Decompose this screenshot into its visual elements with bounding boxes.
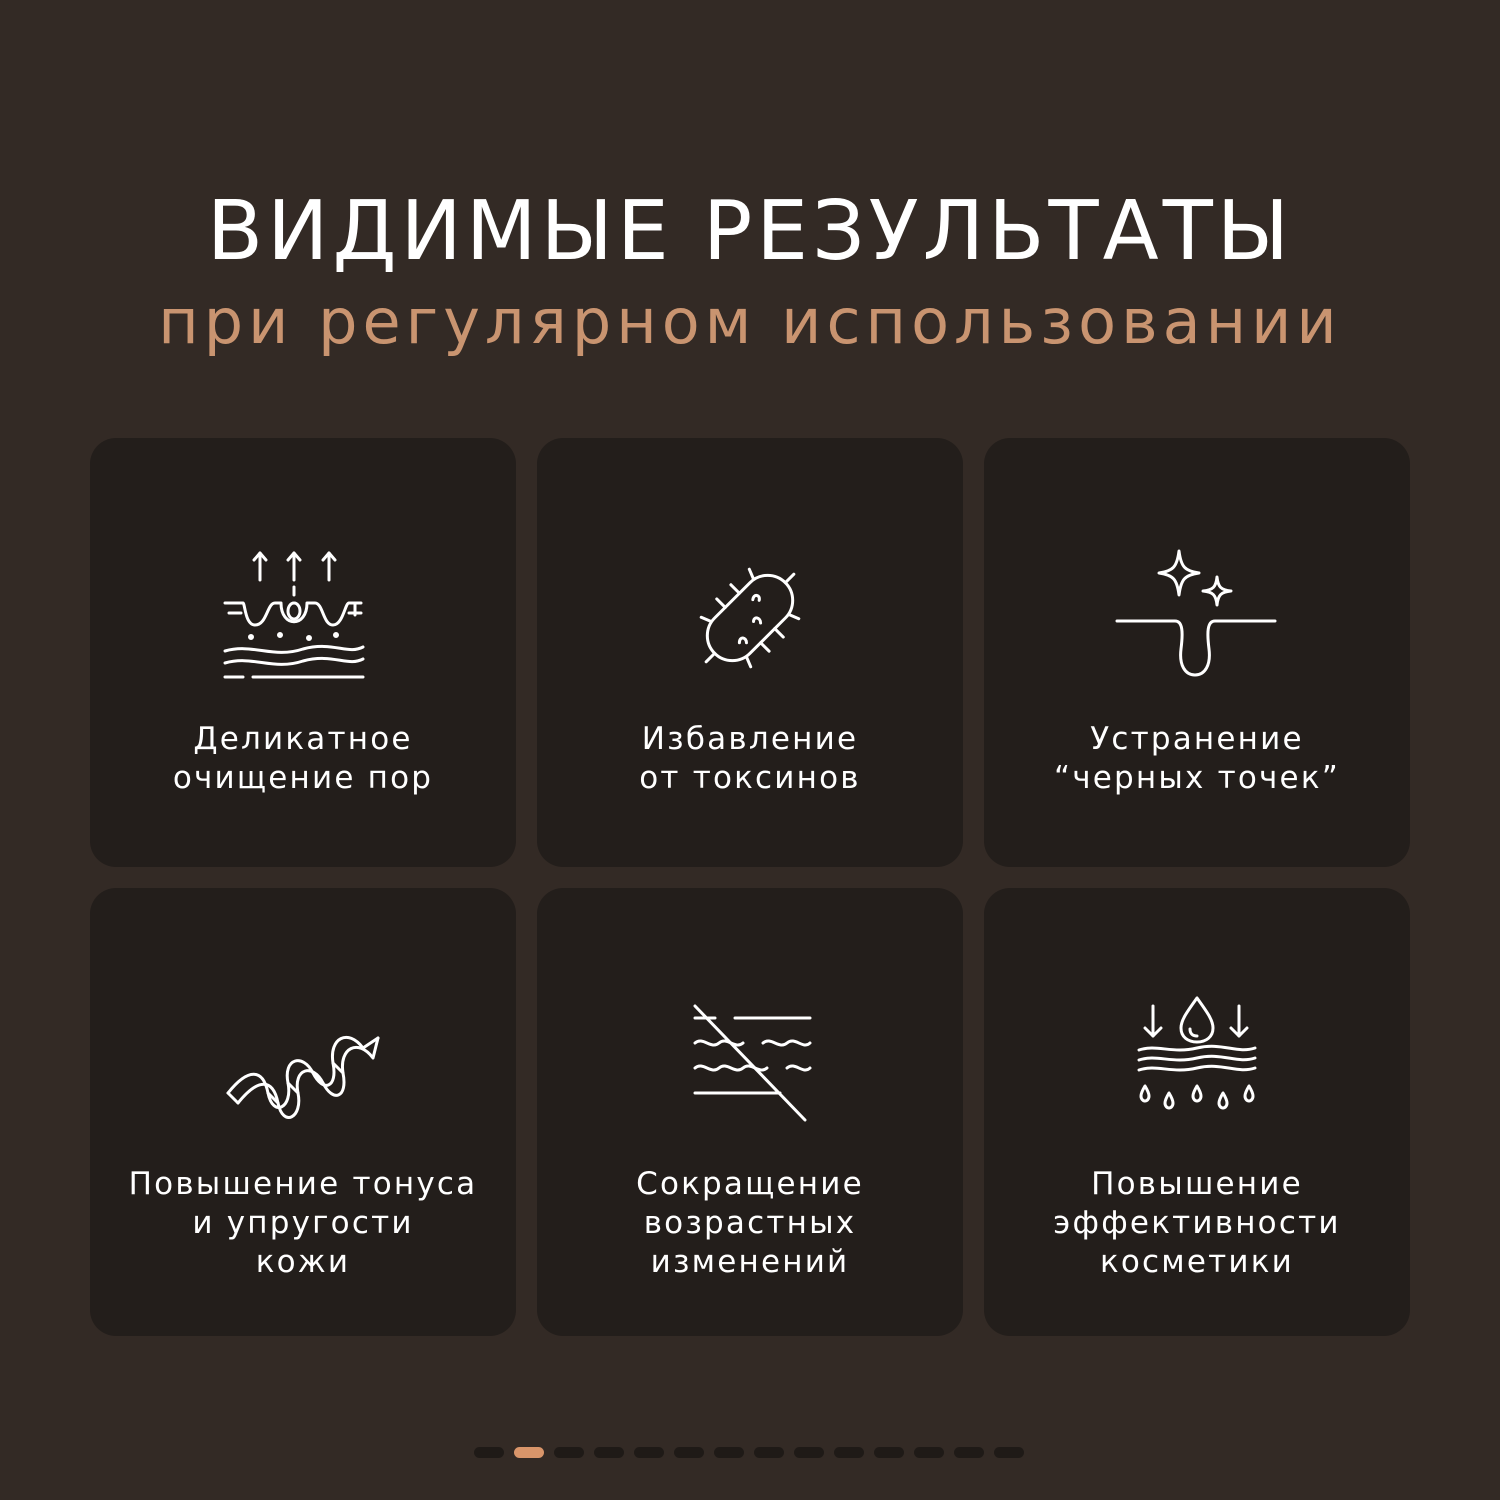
benefit-label: Повышение эффективности косметики: [1053, 1166, 1341, 1280]
benefit-label: Избавление от токсинов: [639, 721, 861, 796]
pagination-dot[interactable]: [634, 1447, 664, 1458]
pagination-dot[interactable]: [474, 1447, 504, 1458]
benefit-card-cosmetics-efficiency: [984, 888, 1410, 1336]
pagination-dot[interactable]: [714, 1447, 744, 1458]
pagination-dot[interactable]: [794, 1447, 824, 1458]
benefit-card-blackheads: [984, 438, 1410, 867]
pagination-dot[interactable]: [994, 1447, 1024, 1458]
pore-cleansing-icon: [223, 543, 383, 693]
benefit-card-detox: [537, 438, 963, 867]
page-title: ВИДИМЫЕ РЕЗУЛЬТАТЫ: [206, 184, 1294, 279]
benefit-card-pore-cleansing: [90, 438, 516, 867]
sparkle-pore-icon: [1117, 543, 1277, 693]
pagination-dot[interactable]: [754, 1447, 784, 1458]
benefit-label: Деликатное очищение пор: [172, 721, 434, 796]
drops-absorption-icon: [1117, 998, 1277, 1148]
benefit-card-skin-tone: [90, 888, 516, 1336]
pagination-dots: [474, 1447, 1024, 1458]
pagination-dot[interactable]: [554, 1447, 584, 1458]
benefit-label: Устранение “черных точек”: [1053, 721, 1341, 796]
pagination-dot[interactable]: [914, 1447, 944, 1458]
page-subtitle: при регулярном использовании: [158, 285, 1342, 358]
no-wrinkles-icon: [670, 998, 830, 1148]
benefit-label: Повышение тонуса и упругости кожи: [128, 1166, 478, 1280]
pagination-dot[interactable]: [674, 1447, 704, 1458]
pagination-dot-active[interactable]: [514, 1447, 544, 1458]
benefit-card-anti-aging: [537, 888, 963, 1336]
pagination-dot[interactable]: [954, 1447, 984, 1458]
bacteria-icon: [670, 543, 830, 693]
elastic-ribbon-icon: [223, 998, 383, 1148]
pagination-dot[interactable]: [594, 1447, 624, 1458]
benefit-label: Сокращение возрастных изменений: [636, 1166, 864, 1280]
pagination-dot[interactable]: [874, 1447, 904, 1458]
pagination-dot[interactable]: [834, 1447, 864, 1458]
